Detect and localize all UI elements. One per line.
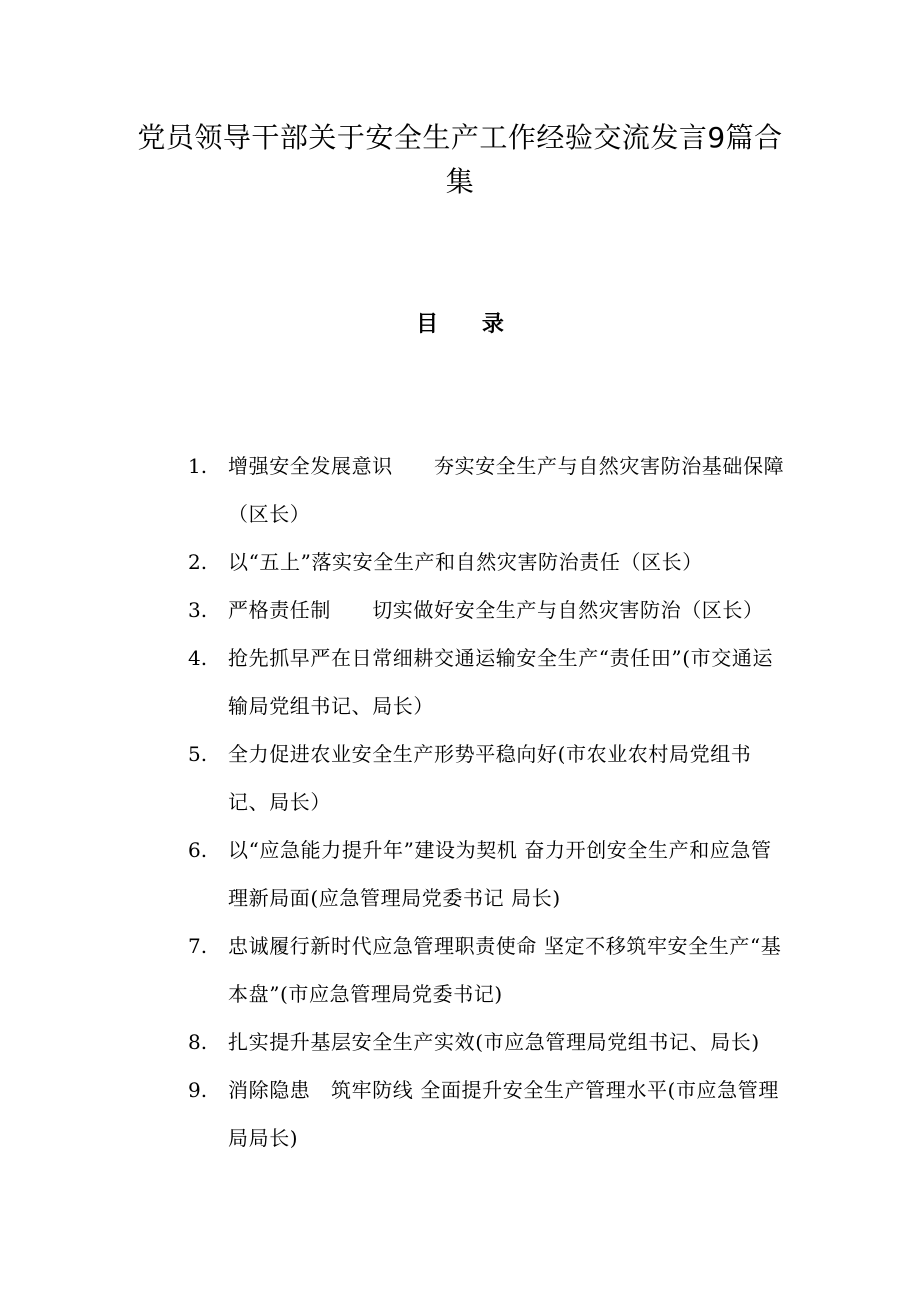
toc-heading: 目 录 — [416, 311, 504, 337]
toc-item-number: 7. — [188, 934, 208, 958]
toc-item — [188, 922, 788, 1018]
toc-item-text: 消除隐患 筑牢防线 全面提升安全生产管理水平(市应急管理局局长) — [228, 1078, 779, 1150]
toc-item-text: 忠诚履行新时代应急管理职责使命 坚定不移筑牢安全生产“基本盘”(市应急管理局党委书记) — [228, 934, 782, 1006]
toc-item-text: 扎实提升基层安全生产实效(市应急管理局党组书记、局长) — [228, 1030, 760, 1054]
toc-item-number: 3. — [188, 598, 208, 622]
toc-item-text: 抢先抓早严在日常细耕交通运输安全生产“责任田”(市交通运输局党组书记、局长） — [228, 646, 774, 718]
toc-item-number: 5. — [188, 742, 208, 766]
toc-item — [188, 634, 788, 730]
toc-item — [188, 1018, 788, 1066]
document-title: 党员领导干部关于安全生产工作经验交流发言9篇合集 — [137, 121, 783, 198]
toc-item-text: 增强安全发展意识 夯实安全生产与自然灾害防治基础保障（区长） — [228, 454, 785, 526]
toc-item — [188, 442, 788, 538]
toc-item-number: 2. — [188, 550, 208, 574]
toc-item-number: 9. — [188, 1078, 208, 1102]
toc-item — [188, 730, 788, 826]
toc-item-text: 以“五上”落实安全生产和自然灾害防治责任（区长） — [228, 550, 703, 574]
toc-item-text: 以“应急能力提升年”建设为契机 奋力开创安全生产和应急管理新局面(应急管理局党委书记 局长) — [228, 838, 772, 910]
toc-item-text: 全力促进农业安全生产形势平稳向好(市农业农村局党组书记、局长） — [228, 742, 752, 814]
toc-item-number: 4. — [188, 646, 208, 670]
toc-item — [188, 826, 788, 922]
toc-item-number: 8. — [188, 1030, 208, 1054]
toc-item — [188, 586, 788, 634]
toc-item — [188, 538, 788, 586]
toc-item — [188, 1066, 788, 1162]
toc-item-text: 严格责任制 切实做好安全生产与自然灾害防治（区长） — [228, 598, 764, 622]
toc-list — [188, 442, 788, 1162]
toc-item-number: 6. — [188, 838, 208, 862]
toc-item-number: 1. — [188, 454, 208, 478]
